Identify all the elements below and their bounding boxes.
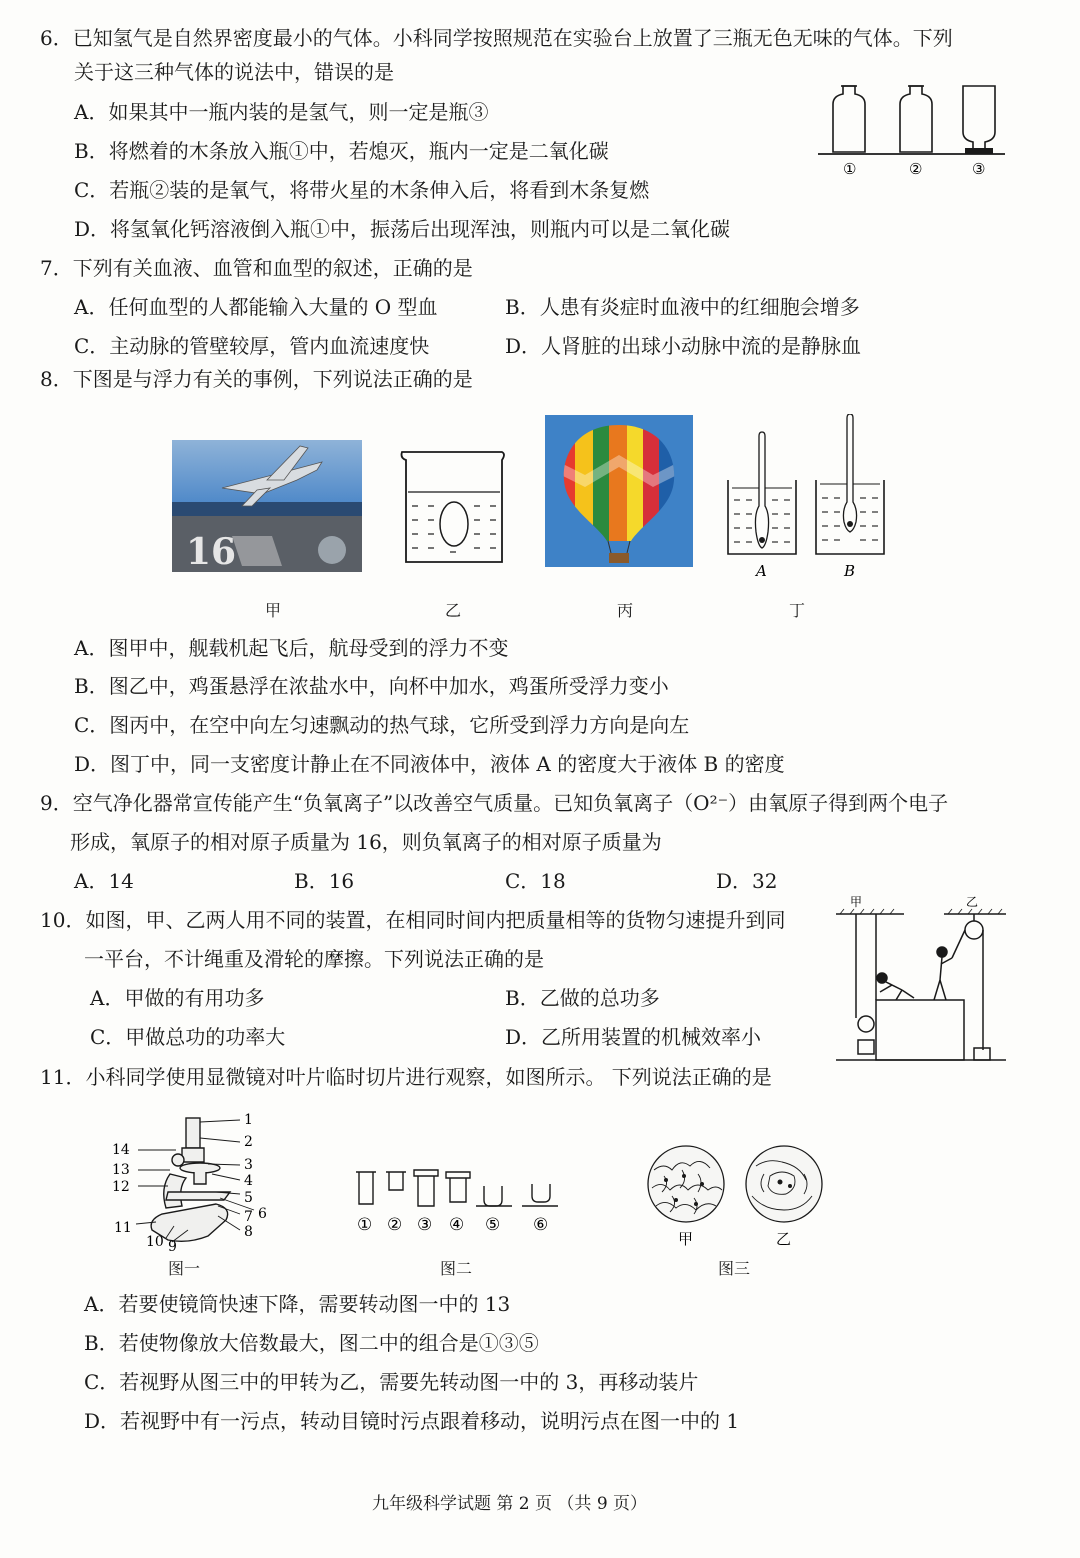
q11-caption-fig3: 图三 [718, 1259, 751, 1278]
q8-option-b: B．图乙中，鸡蛋悬浮在浓盐水中，向杯中加水，鸡蛋所受浮力变小 [74, 674, 669, 698]
hydrometer-a [755, 432, 768, 548]
bottle-label-1: ① [843, 160, 857, 178]
lens-3 [414, 1170, 438, 1206]
q7-stem: 7．下列有关血液、血管和血型的叙述，正确的是 [40, 256, 473, 280]
lens-2 [386, 1172, 406, 1190]
deck-number: 16 [186, 531, 237, 572]
microscope-label-8: 8 [244, 1224, 253, 1240]
microscope-label-10: 10 [146, 1234, 164, 1250]
q9-stem-line2: 形成，氧原子的相对原子质量为 16，则负氧离子的相对原子质量为 [70, 830, 662, 854]
pulley-figure [834, 890, 1010, 1065]
bottle-label-2: ② [909, 160, 923, 178]
lens-6 [532, 1184, 550, 1202]
microscope-label-11: 11 [114, 1220, 132, 1236]
gas-bottles-figure [815, 82, 1010, 182]
view-label-yi: 乙 [776, 1230, 792, 1248]
q7-option-a: A．任何血型的人都能输入大量的 O 型血 [74, 295, 438, 319]
lens-1 [356, 1172, 376, 1204]
lens-label-6: ⑥ [533, 1215, 549, 1235]
hydrometer-figure [724, 414, 889, 582]
microscope-view-figure [640, 1140, 830, 1250]
pulley-label-yi: 乙 [966, 895, 979, 909]
lens-label-3: ③ [417, 1215, 433, 1235]
lens-label-4: ④ [449, 1215, 465, 1235]
hot-air-balloon-photo [545, 415, 693, 567]
microscope-label-14: 14 [112, 1142, 130, 1158]
q9-option-b: B．16 [294, 869, 355, 893]
q8-option-a: A．图甲中，舰载机起飞后，航母受到的浮力不变 [74, 636, 509, 660]
q9-option-c: C．18 [505, 869, 566, 893]
carrier-jet-photo [172, 440, 362, 572]
hydrometer-b [843, 414, 856, 532]
microscope-label-4: 4 [244, 1173, 253, 1189]
microscope-label-12: 12 [112, 1179, 130, 1195]
microscope-label-5: 5 [244, 1190, 253, 1206]
hydrometer-label-a: A [756, 562, 767, 580]
q8-option-c: C．图丙中，在空中向左匀速飘动的热气球，它所受到浮力方向是向左 [74, 713, 690, 737]
q11-option-b: B．若使物像放大倍数最大，图二中的组合是①③⑤ [84, 1331, 539, 1355]
q10-option-b: B．乙做的总功多 [505, 986, 660, 1010]
microscope-label-3: 3 [244, 1157, 253, 1173]
bottle-label-3: ③ [972, 160, 986, 178]
q6-stem-line2: 关于这三种气体的说法中，错误的是 [74, 60, 394, 84]
q11-caption-fig1: 图一 [168, 1259, 201, 1278]
microscope-figure [108, 1108, 280, 1276]
q8-option-d: D．图丁中，同一支密度计静止在不同液体中，液体 A 的密度大于液体 B 的密度 [74, 752, 785, 776]
view-yi [746, 1146, 822, 1222]
beaker-egg-figure [398, 448, 508, 566]
microscope-label-13: 13 [112, 1162, 130, 1178]
q7-option-d: D．人肾脏的出球小动脉中流的是静脉血 [505, 334, 862, 358]
q10-option-c: C．甲做总功的功率大 [90, 1025, 286, 1049]
page-footer: 九年级科学试题 第 2 页 （共 9 页） [372, 1494, 648, 1514]
q10-stem-line1: 10．如图，甲、乙两人用不同的装置，在相同时间内把质量相等的货物匀速提升到同 [40, 908, 786, 932]
q11-caption-fig2: 图二 [440, 1259, 473, 1278]
q6-option-d: D．将氢氧化钙溶液倒入瓶①中，振荡后出现浑浊，则瓶内可以是二氧化碳 [74, 217, 731, 241]
q6-stem-line1: 6．已知氢气是自然界密度最小的气体。小科同学按照规范在实验台上放置了三瓶无色无味的气体。下列 [40, 26, 953, 50]
q6-option-b: B．将燃着的木条放入瓶①中，若熄灭，瓶内一定是二氧化碳 [74, 139, 609, 163]
microscope-label-9: 9 [168, 1239, 177, 1255]
view-label-jia: 甲 [678, 1230, 694, 1248]
q8-fig-label-ding: 丁 [789, 601, 806, 620]
microscope-label-6: 6 [258, 1206, 267, 1222]
q8-fig-label-yi: 乙 [445, 601, 462, 620]
bottle-3 [963, 86, 995, 150]
lens-5 [484, 1186, 502, 1206]
view-jia [648, 1146, 724, 1222]
lens-4 [446, 1172, 470, 1202]
lens-label-1: ① [357, 1215, 373, 1235]
lens-set-figure [350, 1162, 566, 1242]
q6-option-a: A．如果其中一瓶内装的是氢气，则一定是瓶③ [74, 100, 489, 124]
q11-option-c: C．若视野从图三中的甲转为乙，需要先转动图一中的 3，再移动装片 [84, 1370, 699, 1394]
q8-fig-label-jia: 甲 [265, 601, 282, 620]
q9-stem-line1: 9．空气净化器常宣传能产生“负氧离子”以改善空气质量。已知负氧离子（O²⁻）由氧原子得到两个电子 [40, 791, 949, 815]
pulley-label-jia: 甲 [850, 895, 863, 909]
hydrometer-label-b: B [844, 562, 856, 580]
bottle-1 [833, 86, 865, 152]
lens-label-2: ② [387, 1215, 403, 1235]
lens-label-5: ⑤ [485, 1215, 501, 1235]
q8-fig-label-bing: 丙 [617, 601, 634, 620]
q6-option-c: C．若瓶②装的是氧气，将带火星的木条伸入后，将看到木条复燃 [74, 178, 650, 202]
q11-option-d: D．若视野中有一污点，转动目镜时污点跟着移动，说明污点在图一中的 1 [84, 1409, 740, 1433]
bottle-2 [900, 86, 932, 152]
q9-option-a: A．14 [74, 869, 134, 893]
q7-option-b: B．人患有炎症时血液中的红细胞会增多 [505, 295, 860, 319]
microscope-label-1: 1 [244, 1112, 253, 1128]
q10-stem-line2: 一平台，不计绳重及滑轮的摩擦。下列说法正确的是 [84, 947, 544, 971]
q11-option-a: A．若要使镜筒快速下降，需要转动图一中的 13 [84, 1292, 511, 1316]
q10-option-d: D．乙所用装置的机械效率小 [505, 1025, 762, 1049]
q11-stem: 11．小科同学使用显微镜对叶片临时切片进行观察，如图所示。 下列说法正确的是 [40, 1065, 772, 1089]
q7-option-c: C．主动脉的管壁较厚，管内血流速度快 [74, 334, 430, 358]
microscope-label-2: 2 [244, 1134, 253, 1150]
q9-option-d: D．32 [716, 869, 778, 893]
q8-stem: 8．下图是与浮力有关的事例，下列说法正确的是 [40, 367, 473, 391]
q10-option-a: A．甲做的有用功多 [90, 986, 265, 1010]
microscope-label-7: 7 [244, 1209, 253, 1225]
egg-icon [440, 502, 468, 546]
